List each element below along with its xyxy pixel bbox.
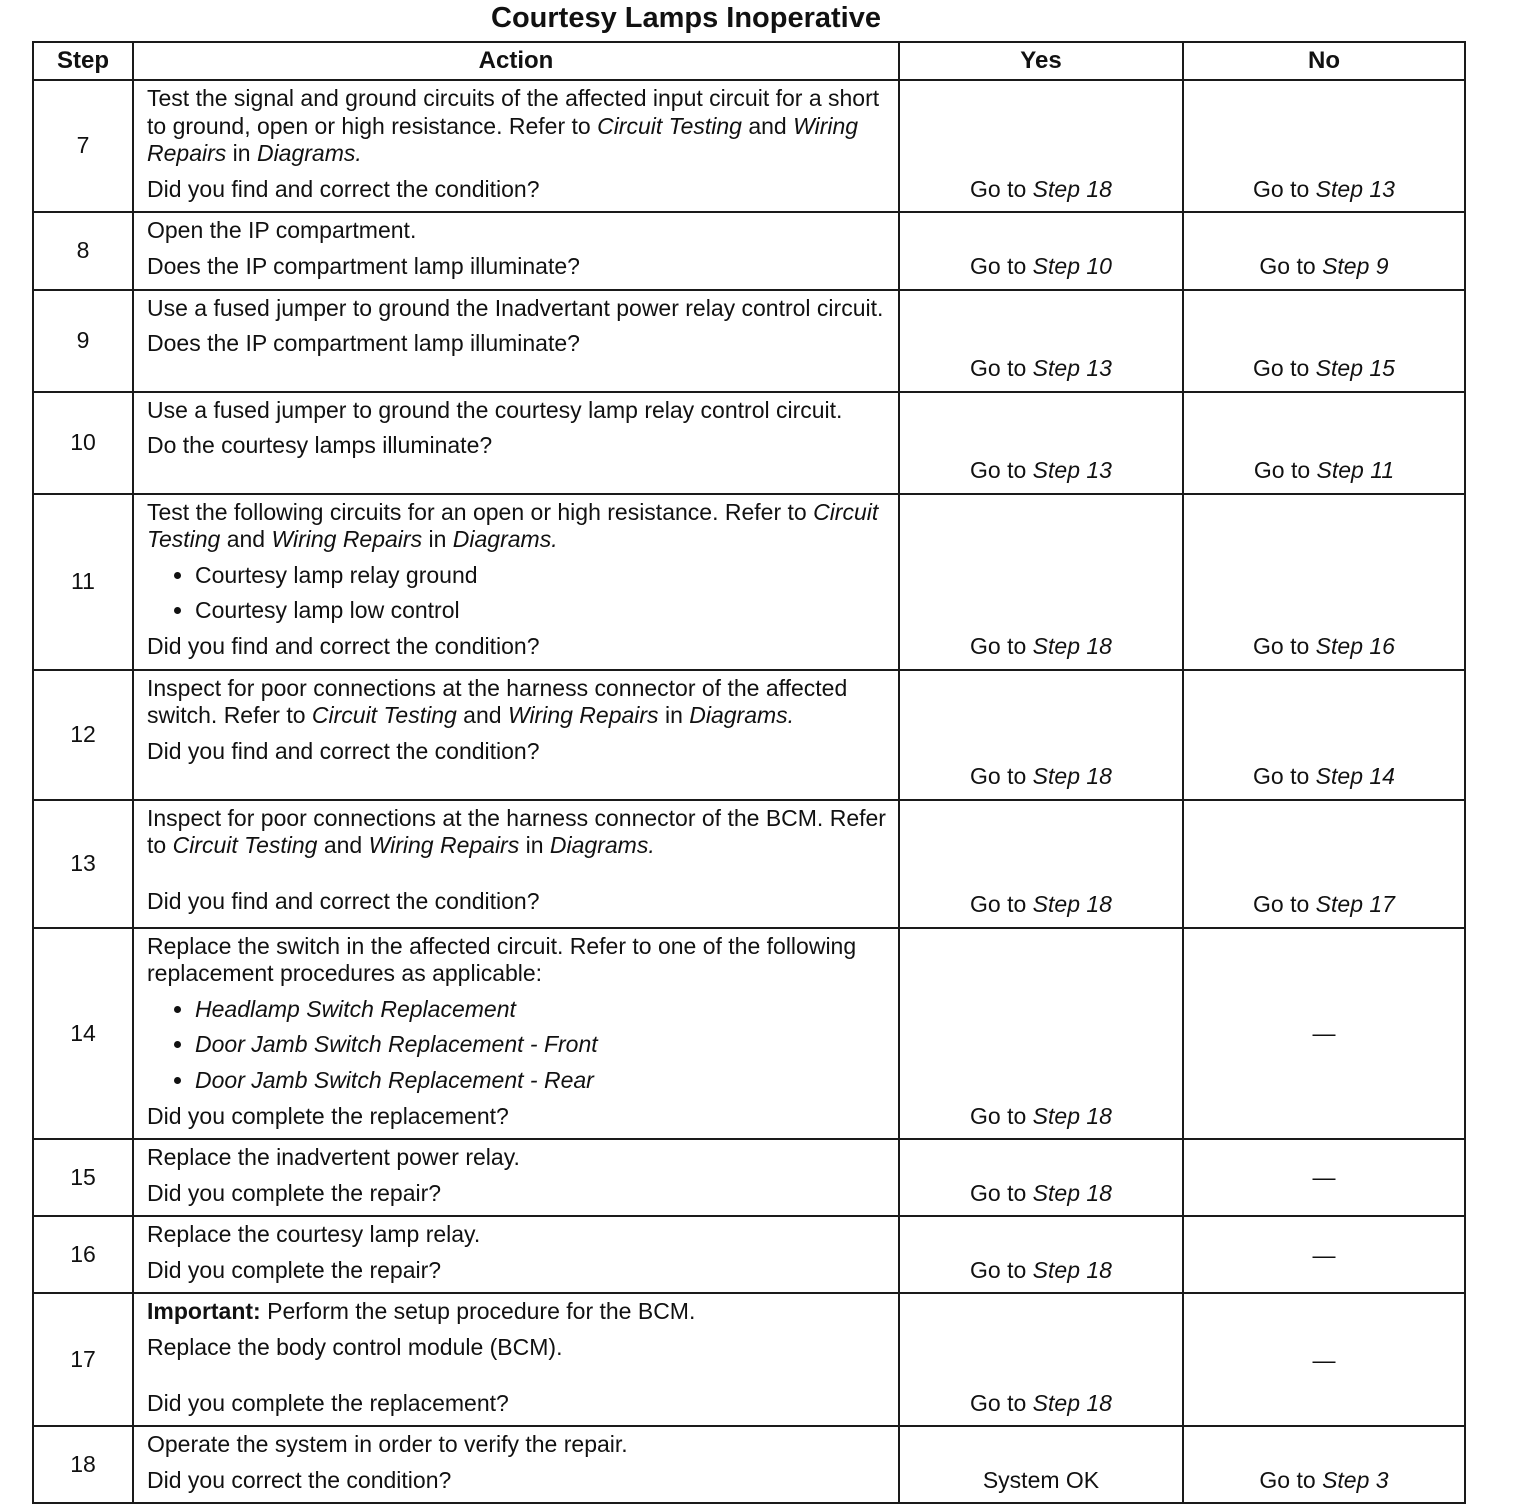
- yes-cell: Go to Step 13: [899, 392, 1183, 494]
- action-cell: [133, 1426, 899, 1503]
- yes-cell: Go to Step 10: [899, 212, 1183, 289]
- no-cell: —: [1183, 1216, 1465, 1293]
- yes-cell: Go to Step 18: [899, 670, 1183, 800]
- action-text: Inspect for poor connections at the harness connector of the BCM. Refer to Circuit Testing and Wiring Repairs in Diagrams.: [147, 804, 886, 859]
- list-item: • Courtesy lamp low control: [195, 597, 888, 625]
- header-yes: Yes: [899, 42, 1183, 80]
- action-question: Do the courtesy lamps illuminate?: [147, 432, 493, 459]
- no-cell: —: [1183, 928, 1465, 1140]
- table-row: [33, 1426, 1465, 1503]
- yes-cell: Go to Step 13: [899, 290, 1183, 392]
- step-number: 11: [33, 494, 133, 670]
- action-text: Inspect for poor connections at the harness connector of the affected switch. Refer to Circuit Testing and Wiring Repairs in Diagrams.: [147, 674, 848, 729]
- table-row: [33, 1139, 1465, 1216]
- yes-cell: Go to Step 18: [899, 1216, 1183, 1293]
- action-question: Did you find and correct the condition?: [147, 175, 540, 202]
- no-cell: Go to Step 11: [1183, 392, 1465, 494]
- table-row: [33, 392, 1465, 494]
- action-text: Test the signal and ground circuits of the affected input circuit for a short to ground, open or high resistance. Refer to Circuit Testing and Wiring Repairs in Diagrams.: [147, 85, 880, 167]
- yes-cell: Go to Step 18: [899, 494, 1183, 670]
- action-text: Operate the system in order to verify the repair.: [147, 1431, 628, 1458]
- yes-cell: Go to Step 18: [899, 928, 1183, 1140]
- page-title: Courtesy Lamps Inoperative: [491, 2, 881, 34]
- action-question: Did you complete the replacement?: [147, 1102, 509, 1129]
- step-number: 14: [33, 928, 133, 1140]
- action-cell: [133, 800, 899, 928]
- action-cell: [133, 392, 899, 494]
- list-item: • Courtesy lamp relay ground: [195, 562, 888, 590]
- action-text: Use a fused jumper to ground the Inadvertant power relay control circuit.: [147, 294, 884, 321]
- step-number: 16: [33, 1216, 133, 1293]
- action-cell: [133, 1139, 899, 1216]
- diagnostic-table: [32, 41, 1466, 1504]
- yes-cell: Go to Step 18: [899, 80, 1183, 212]
- list-item: • Door Jamb Switch Replacement - Front: [195, 1031, 888, 1059]
- action-text: Replace the courtesy lamp relay.: [147, 1221, 481, 1248]
- no-cell: Go to Step 3: [1183, 1426, 1465, 1503]
- action-text: Replace the inadvertent power relay.: [147, 1144, 520, 1171]
- action-question: Did you correct the condition?: [147, 1466, 452, 1493]
- step-number: 9: [33, 290, 133, 392]
- action-text: Test the following circuits for an open or high resistance. Refer to Circuit Testing and Wiring Repairs in Diagrams.: [147, 498, 879, 553]
- action-text: Use a fused jumper to ground the courtesy lamp relay control circuit.: [147, 396, 843, 423]
- action-cell: [133, 928, 899, 1140]
- no-cell: Go to Step 15: [1183, 290, 1465, 392]
- table-row: [33, 290, 1465, 392]
- step-number: 7: [33, 80, 133, 212]
- no-cell: Go to Step 17: [1183, 800, 1465, 928]
- no-cell: Go to Step 16: [1183, 494, 1465, 670]
- header-no: No: [1183, 42, 1465, 80]
- table-row: [33, 1293, 1465, 1426]
- table-row: [33, 928, 1465, 1140]
- no-cell: —: [1183, 1293, 1465, 1426]
- action-cell: [133, 80, 899, 212]
- yes-cell: Go to Step 18: [899, 1139, 1183, 1216]
- table-row: [33, 1216, 1465, 1293]
- step-number: 18: [33, 1426, 133, 1503]
- step-number: 12: [33, 670, 133, 800]
- step-number: 8: [33, 212, 133, 289]
- action-cell: [133, 670, 899, 800]
- action-cell: [133, 290, 899, 392]
- list-item: • Headlamp Switch Replacement: [195, 996, 888, 1024]
- circuit-list: [147, 562, 888, 625]
- diagnostic-table-container: [32, 41, 1464, 1493]
- action-text: Replace the body control module (BCM).: [147, 1334, 563, 1361]
- step-number: 10: [33, 392, 133, 494]
- action-question: Does the IP compartment lamp illuminate?: [147, 252, 580, 279]
- action-text: Replace the switch in the affected circuit. Refer to one of the following replacement procedures as applicable:: [147, 932, 857, 987]
- no-cell: Go to Step 14: [1183, 670, 1465, 800]
- table-row: [33, 494, 1465, 670]
- action-question: Did you complete the replacement?: [147, 1389, 509, 1416]
- header-action: Action: [133, 42, 899, 80]
- action-text: Open the IP compartment.: [147, 217, 417, 244]
- action-question: Did you find and correct the condition?: [147, 737, 540, 764]
- list-item: • Door Jamb Switch Replacement - Rear: [195, 1067, 888, 1095]
- header-row: [33, 42, 1465, 80]
- yes-cell: Go to Step 18: [899, 800, 1183, 928]
- no-cell: Go to Step 9: [1183, 212, 1465, 289]
- important-note: Important: Perform the setup procedure for the BCM.: [147, 1298, 696, 1325]
- action-cell: [133, 212, 899, 289]
- step-number: 13: [33, 800, 133, 928]
- table-row: [33, 80, 1465, 212]
- table-row: [33, 212, 1465, 289]
- procedure-list: [147, 996, 888, 1095]
- action-question: Did you complete the repair?: [147, 1179, 442, 1206]
- no-cell: Go to Step 13: [1183, 80, 1465, 212]
- yes-cell: System OK: [899, 1426, 1183, 1503]
- yes-cell: Go to Step 18: [899, 1293, 1183, 1426]
- action-question: Does the IP compartment lamp illuminate?: [147, 330, 580, 357]
- action-question: Did you complete the repair?: [147, 1256, 442, 1283]
- action-question: Did you find and correct the condition?: [147, 632, 540, 659]
- step-number: 15: [33, 1139, 133, 1216]
- header-step: Step: [33, 42, 133, 80]
- action-cell: [133, 494, 899, 670]
- table-row: [33, 800, 1465, 928]
- step-number: 17: [33, 1293, 133, 1426]
- action-question: Did you find and correct the condition?: [147, 887, 540, 914]
- no-cell: —: [1183, 1139, 1465, 1216]
- action-cell: [133, 1293, 899, 1426]
- table-row: [33, 670, 1465, 800]
- action-cell: [133, 1216, 899, 1293]
